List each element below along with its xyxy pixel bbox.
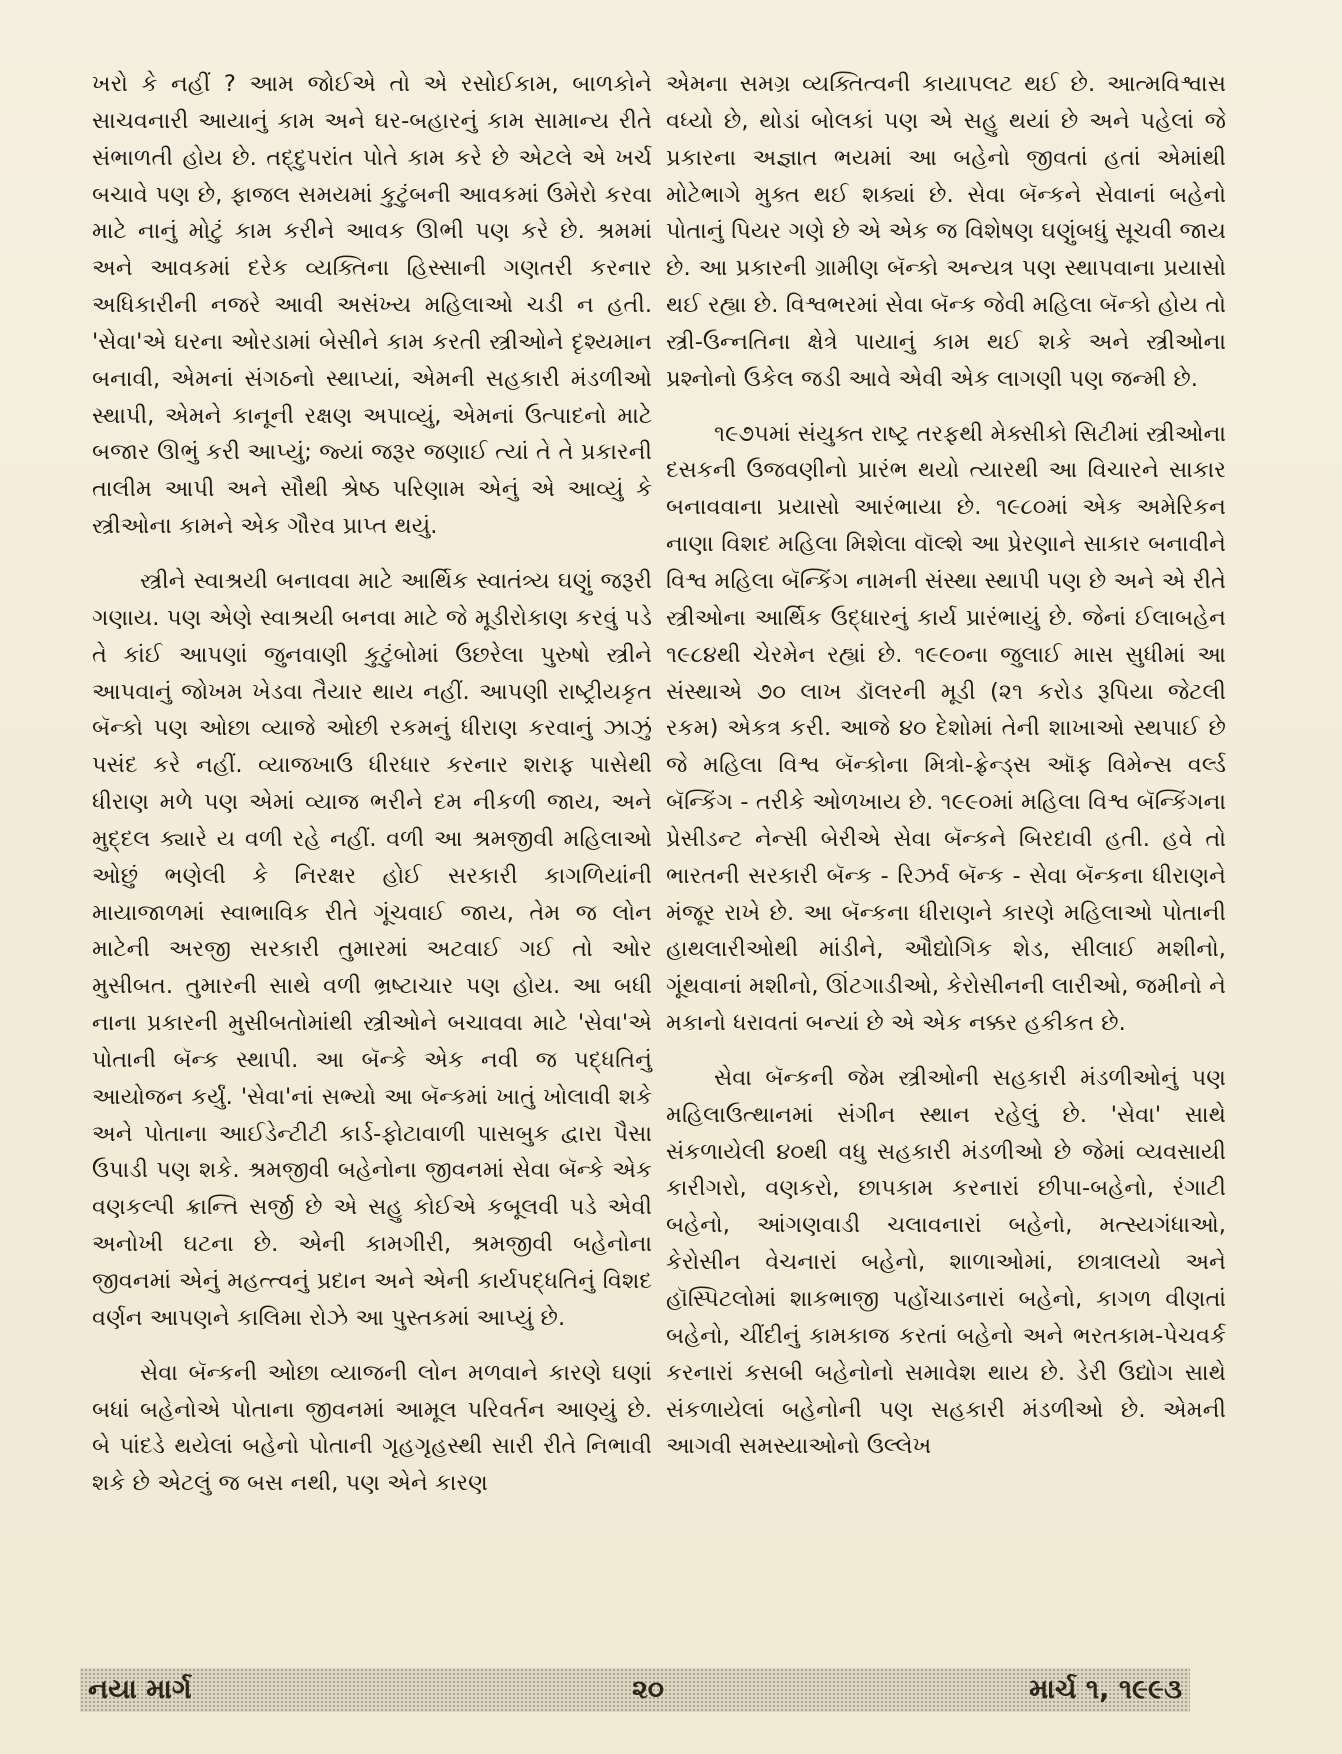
paragraph-left-1: ખરો કે નહીં ? આમ જોઈએ તો એ રસોઈકામ, બાળકોને સાચવનારી આયાનું કામ અને ઘર-બહારનું કામ સામાન્ય રીતે સંભાળતી હોય છે. તદ્દુપરાંત પોતે કામ કરે છે એટલે એ ખર્ચ બચાવે પણ છે, ફાજલ સમયમાં કુટુંબની આવકમાં ઉમેરો કરવા માટે નાનું મોટું કામ કરીને આવક ઊભી પણ કરે છે. શ્રમમાં અને આવકમાં દરેક વ્યક્તિના હિસ્સાની ગણતરી કરનાર અધિકારીની નજરે આવી અસંખ્ય મહિલાઓ ચડી ન હતી. 'સેવા'એ ઘરના ઓરડામાં બેસીને કામ કરતી સ્ત્રીઓને દૃશ્યમાન બનાવી, એમનાં સંગઠનો સ્થાપ્યાં, એમની સહકારી મંડળીઓ સ્થાપી, એમને કાનૂની રક્ષણ અપાવ્યું, એમનાં ઉત્પાદનો માટે બજાર ઊભું કરી આપ્યું; જ્યાં જરૂર જણાઈ ત્યાં તે તે પ્રકારની તાલીમ આપી અને સૌથી શ્રેષ્ઠ પરિણામ એનું એ આવ્યું કે સ્ત્રીઓના કામને એક ગૌરવ પ્રાપ્ત થયું. [92,71,652,540]
right-column [666,66,1226,1465]
page-number: ૨૦ [631,1674,665,1705]
page-footer [80,1668,1190,1712]
paragraph-right-3: સેવા બૅન્કની જેમ સ્ત્રીઓની સહકારી મંડળીઓનું પણ મહિલાઉત્થાનમાં સંગીન સ્થાન રહેલું છે. 'સેવા' સાથે સંકળાયેલી ૪૦થી વધુ સહકારી મંડળીઓ છે જેમાં વ્યવસાયી કારીગરો, વણકરો, છાપકામ કરનારાં છીપા-બહેનો, રંગાટી બહેનો, આંગણવાડી ચલાવનારાં બહેનો, મત્સ્યગંધાઓ, કેરોસીન વેચનારાં બહેનો, શાળાઓમાં, છાત્રાલયો અને હૉસ્પિટલોમાં શાકભાજી પહોંચાડનારાં બહેનો, કાગળ વીણતાં બહેનો, ચીંદીનું કામકાજ કરતાં બહેનો અને ભરતકામ-પેચવર્ક કરનારાં કસબી બહેનોનો સમાવેશ થાય છે. ડેરી ઉદ્યોગ સાથે સંકળાયેલાં બહેનોની પણ સહકારી મંડળીઓ છે. એમની આગવી સમસ્યાઓનો ઉલ્લેખ [666,1064,1226,1460]
publication-name: નયા માર્ગ [88,1674,192,1705]
paragraph-right-1: એમના સમગ્ર વ્યક્તિત્વની કાયાપલટ થઈ છે. આત્મવિશ્વાસ વધ્યો છે, થોડાં બોલકાં પણ એ સહુ થયાં છે અને પહેલાં જે પ્રકારના અજ્ઞાત ભયમાં આ બહેનો જીવતાં હતાં એમાંથી મોટેભાગે મુક્ત થઈ શક્યાં છે. સેવા બૅન્કને સેવાનાં બહેનો પોતાનું પિયર ગણે છે એ એક જ વિશેષણ ઘણુંબધું સૂચવી જાય છે. આ પ્રકારની ગ્રામીણ બૅન્કો અન્યત્ર પણ સ્થાપવાના પ્રયાસો થઈ રહ્યા છે. વિશ્વભરમાં સેવા બૅન્ક જેવી મહિલા બૅન્કો હોય તો સ્ત્રી-ઉન્નતિના ક્ષેત્રે પાયાનું કામ થઈ શકે અને સ્ત્રીઓના પ્રશ્નોનો ઉકેલ જડી આવે એવી એક લાગણી પણ જન્મી છે. [666,71,1226,392]
paragraph-left-3: સેવા બૅન્કની ઓછા વ્યાજની લોન મળવાને કારણે ઘણાં બધાં બહેનોએ પોતાના જીવનમાં આમૂલ પરિવર્તન આણ્યું છે. બે પાંદડે થયેલાં બહેનો પોતાની ગૃહગૃહસ્થી સારી રીતે નિભાવી શકે છે એટલું જ બસ નથી, પણ એને કારણ [92,1359,652,1497]
paragraph-left-2: સ્ત્રીને સ્વાશ્રયી બનાવવા માટે આર્થિક સ્વાતંત્ર્ય ઘણું જરૂરી ગણાય. પણ એણે સ્વાશ્રયી બનવા માટે જે મૂડીરોકાણ કરવું પડે તે કાંઈ આપણાં જુનવાણી કુટુંબોમાં ઉછરેલા પુરુષો સ્ત્રીને આપવાનું જોખમ ખેડવા તૈયાર થાય નહીં. આપણી રાષ્ટ્રીયકૃત બૅન્કો પણ ઓછા વ્યાજે ઓછી રકમનું ધીરાણ કરવાનું ઝાઝું પસંદ કરે નહીં. વ્યાજખાઉ ધીરધાર કરનાર શરાફ પાસેથી ધીરાણ મળે પણ એમાં વ્યાજ ભરીને દમ નીકળી જાય, અને મુદ્દલ ક્યારે ય વળી રહે નહીં. વળી આ શ્રમજીવી મહિલાઓ ઓછું ભણેલી કે નિરક્ષર હોઈ સરકારી કાગળિયાંની માયાજાળમાં સ્વાભાવિક રીતે ગૂંચવાઈ જાય, તેમ જ લોન માટેની અરજી સરકારી તુમારમાં અટવાઈ ગઈ તો ઓર મુસીબત. તુમારની સાથે વળી ભ્રષ્ટાચાર પણ હોય. આ બધી નાના પ્રકારની મુસીબતોમાંથી સ્ત્રીઓને બચાવવા માટે 'સેવા'એ પોતાની બૅન્ક સ્થાપી. આ બૅન્કે એક નવી જ પદ્ધતિનું આયોજન કર્યું. 'સેવા'નાં સભ્યો આ બૅન્કમાં ખાતું ખોલાવી શકે અને પોતાના આઈડેન્ટીટી કાર્ડ-ફોટાવાળી પાસબુક દ્વારા પૈસા ઉપાડી પણ શકે. શ્રમજીવી બહેનોના જીવનમાં સેવા બૅન્કે એક વણકલ્પી ક્રાન્તિ સર્જી છે એ સહુ કોઈએ કબૂલવી પડે એવી અનોખી ઘટના છે. એની કામગીરી, શ્રમજીવી બહેનોના જીવનમાં એનું મહત્ત્વનું પ્રદાન અને એની કાર્યપદ્ધતિનું વિશદ વર્ણન આપણને કાલિમા રોઝે આ પુસ્તકમાં આપ્યું છે. [92,567,652,1331]
paragraph-right-2: ૧૯૭૫માં સંયુક્ત રાષ્ટ્ર તરફથી મેક્સીકો સિટીમાં સ્ત્રીઓના દસકની ઉજવણીનો પ્રારંભ થયો ત્યારથી આ વિચારને સાકાર બનાવવાના પ્રયાસો આરંભાયા છે. ૧૯૮૦માં એક અમેરિકન નાણા વિશદ મહિલા મિશેલા વૉલ્શે આ પ્રેરણાને સાકાર બનાવીને વિશ્વ મહિલા બૅન્કિંગ નામની સંસ્થા સ્થાપી પણ છે અને એ રીતે સ્ત્રીઓના આર્થિક ઉદ્ધારનું કાર્ય પ્રારંભાયું છે. જેનાં ઈલાબહેન ૧૯૮૪થી ચેરમેન રહ્યાં છે. ૧૯૯૦ના જુલાઈ માસ સુધીમાં આ સંસ્થાએ ૭૦ લાખ ડૉલરની મૂડી (૨૧ કરોડ રૂપિયા જેટલી રકમ) એકત્ર કરી. આજે ૪૦ દેશોમાં તેની શાખાઓ સ્થપાઈ છે જે મહિલા વિશ્વ બૅન્કોના મિત્રો-ફ્રેન્ડ્સ ઑફ વિમેન્સ વર્લ્ડ બૅન્કિંગ - તરીકે ઓળખાય છે. ૧૯૯૦માં મહિલા વિશ્વ બૅન્કિંગના પ્રેસીડન્ટ નેન્સી બેરીએ સેવા બૅન્કને બિરદાવી હતી. હવે તો ભારતની સરકારી બૅન્ક - રિઝર્વ બૅન્ક - સેવા બૅન્કના ધીરાણને મંજૂર રાખે છે. આ બૅન્કના ધીરાણને કારણે મહિલાઓ પોતાની હાથલારીઓથી માંડીને, ઔદ્યોગિક શેડ, સીલાઈ મશીનો, ગૂંથવાનાં મશીનો, ઊંટગાડીઓ, કેરોસીનની લારીઓ, જમીનો ને મકાનો ધરાવતાં બન્યાં છે એ એક નક્કર હકીકત છે. [666,420,1227,1037]
issue-date: માર્ચ ૧, ૧૯૯૩ [1029,1674,1182,1705]
left-column [92,66,652,1502]
